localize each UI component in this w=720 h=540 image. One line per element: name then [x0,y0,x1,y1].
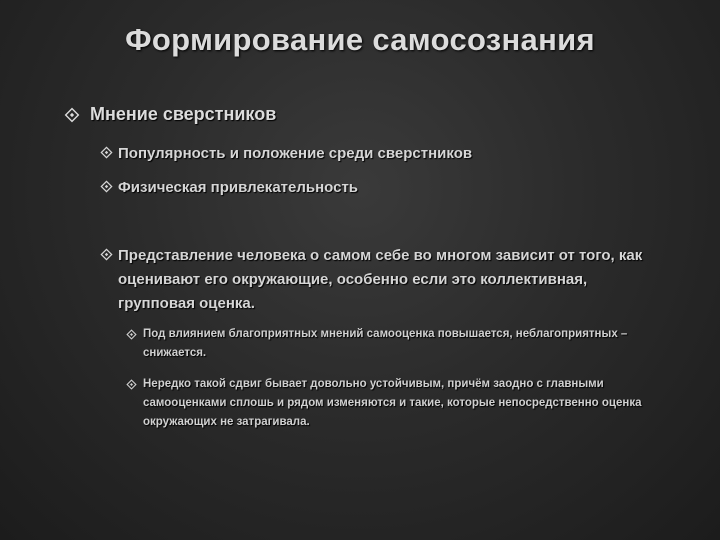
bullet-text: Нередко такой сдвиг бывает довольно устойчивым, причём заодно с главными самооценками сплошь и рядом изменяются и такие, которые непосредственно оценка окружающих не затрагивала. [143,378,642,428]
bullet-item-attractiveness [100,176,660,200]
diamond-bullet-icon [126,329,143,340]
bullet-text: Популярность и положение среди сверстников [118,145,473,162]
diamond-bullet-icon [100,248,118,261]
bullet-item-self-esteem-change [126,325,666,363]
diamond-bullet-icon [64,107,90,123]
diamond-bullet-icon [100,180,118,193]
bullet-item-popularity [100,142,660,166]
slide-title: Формирование самосознания [125,22,595,57]
diamond-bullet-icon [126,379,143,390]
diamond-bullet-icon [100,146,118,159]
bullet-text: Под влиянием благоприятных мнений самооценка повышается, неблагоприятных – снижается. [143,328,628,359]
bullet-item-peer-opinion [64,104,276,125]
bullet-text: Мнение сверстников [90,104,277,124]
bullet-item-stable-shift [126,375,666,432]
bullet-text: Представление человека о самом себе во многом зависит от того, как оценивают его окружающие, особенно если это коллективная, групповая оценка. [118,247,643,312]
bullet-item-self-image [100,244,660,316]
bullet-text: Физическая привлекательность [118,179,359,196]
